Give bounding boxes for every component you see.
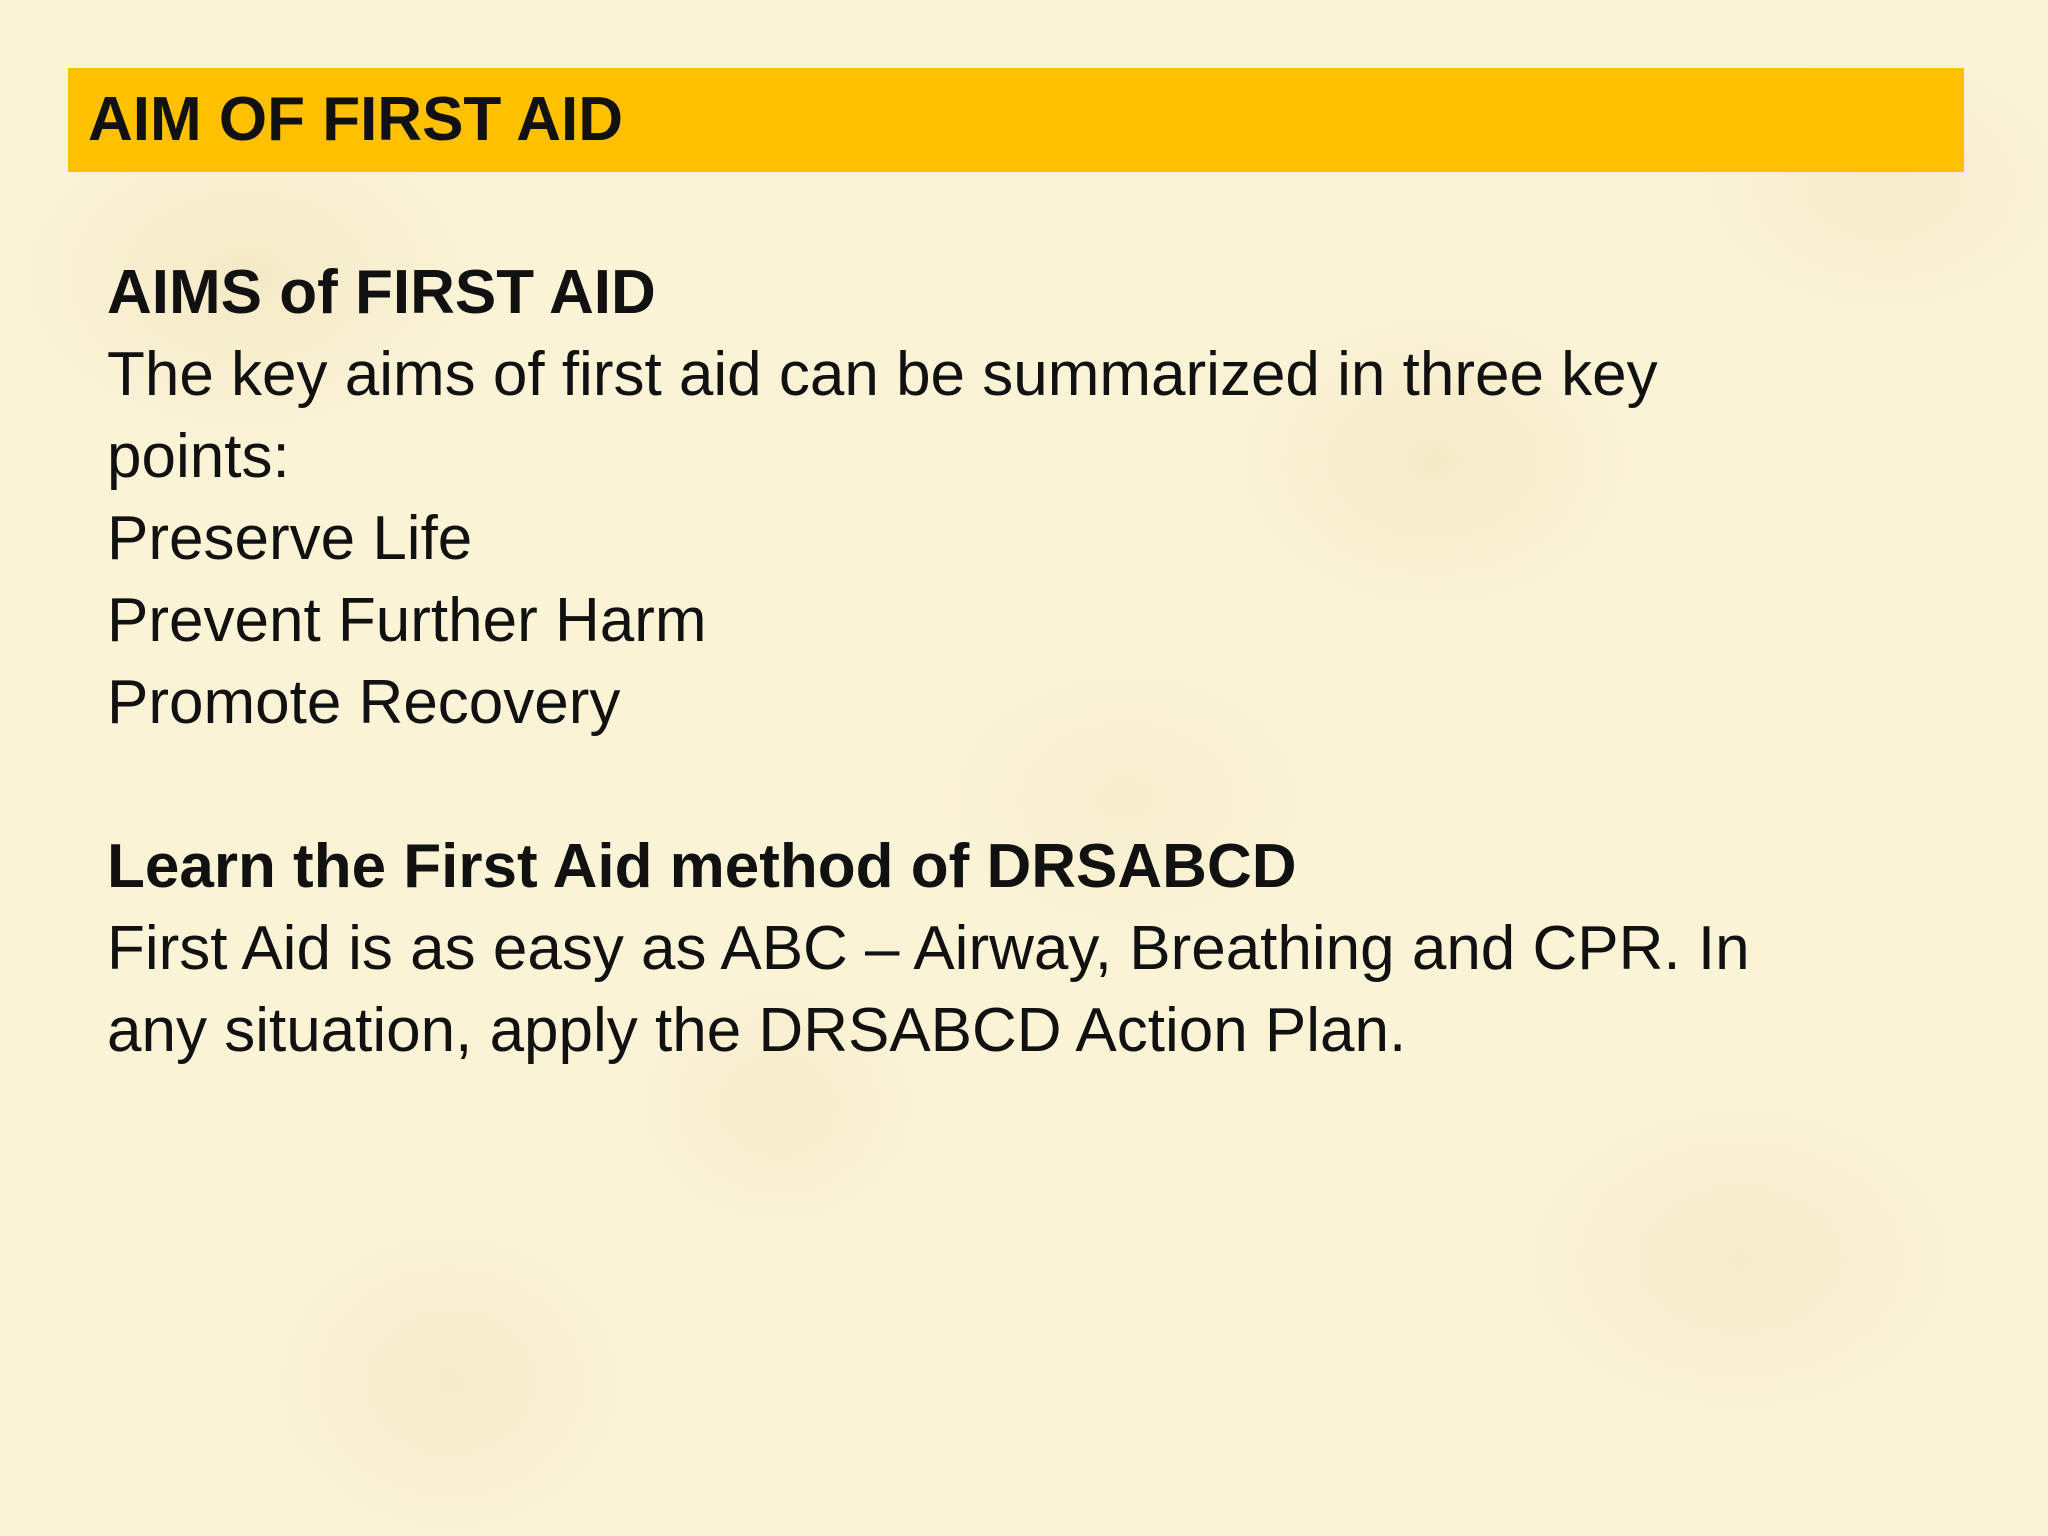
drsabcd-text-line-2: any situation, apply the DRSABCD Action Plan.: [107, 996, 1407, 1065]
intro-text-line-2: points:: [107, 422, 290, 491]
aim-point-prevent-harm: Prevent Further Harm: [107, 586, 707, 655]
aim-point-promote-recovery: Promote Recovery: [107, 668, 621, 737]
aim-point-preserve-life: Preserve Life: [107, 504, 473, 573]
title-bar: [68, 68, 1964, 172]
slide-content: [107, 252, 1947, 1072]
intro-text-line-1: The key aims of first aid can be summarized in three key: [107, 340, 1658, 409]
section-spacer: [107, 744, 1947, 826]
section-heading-aims: AIMS of FIRST AID: [107, 258, 656, 327]
slide-title: AIM OF FIRST AID: [88, 85, 623, 154]
drsabcd-text-line-1: First Aid is as easy as ABC – Airway, Breathing and CPR. In: [107, 914, 1750, 983]
section-heading-drsabcd: Learn the First Aid method of DRSABCD: [107, 832, 1297, 901]
